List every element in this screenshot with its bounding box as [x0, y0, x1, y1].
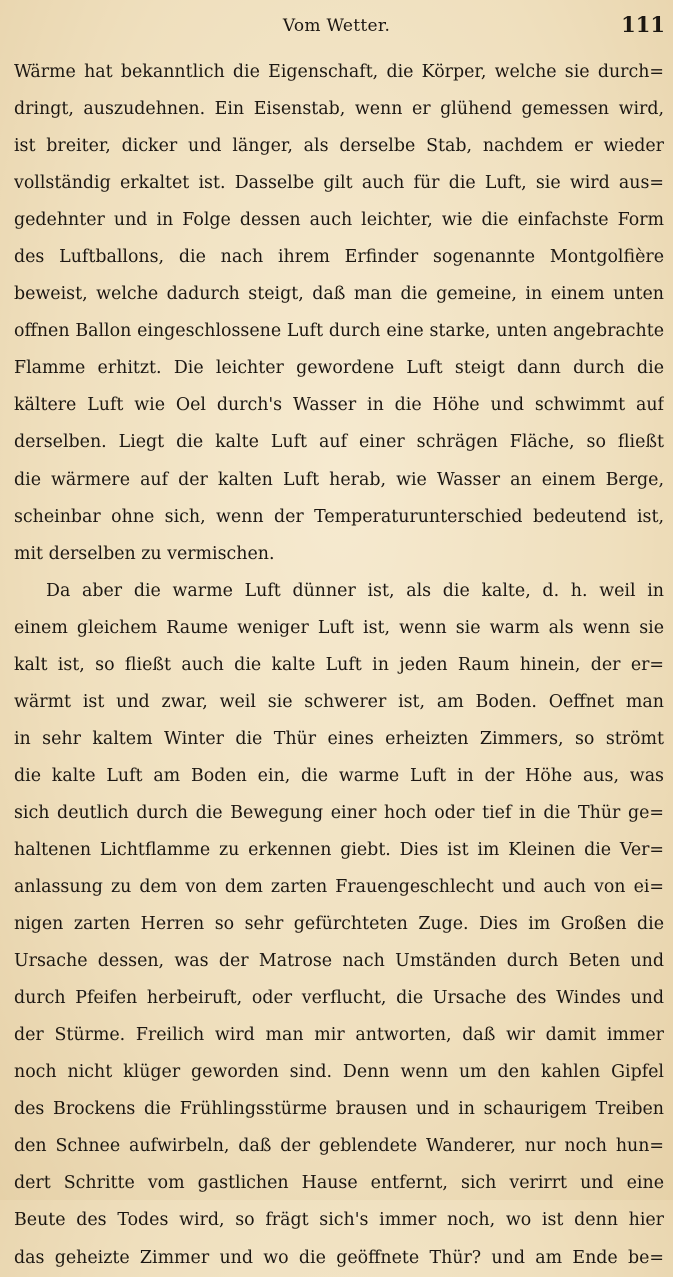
text-line: gedehnter und in Folge dessen auch leichter, wie die einfachste Form: [14, 210, 664, 231]
running-title: Vom Wetter.: [282, 16, 391, 36]
text-line: Da aber die warme Luft dünner ist, als die kalte, d. h. weil in: [46, 580, 664, 601]
text-line: wärmt ist und zwar, weil sie schwerer ist, am Boden. Oeffnet man: [14, 691, 664, 712]
text-line: durch Pfeifen herbeiruft, oder verflucht, die Ursache des Windes und: [14, 988, 664, 1009]
paragraph: [14, 54, 664, 573]
text-line: offnen Ballon eingeschlossene Luft durch eine starke, unten angebrachte: [14, 321, 664, 342]
text-line: den Schnee aufwirbeln, daß der geblendete Wanderer, nur noch hun=: [14, 1136, 664, 1157]
text-line: der Stürme. Freilich wird man mir antworten, daß wir damit immer: [14, 1025, 664, 1046]
text-line: einem gleichem Raume weniger Luft ist, wenn sie warm als wenn sie: [14, 617, 664, 638]
text-line: noch nicht klüger geworden sind. Denn wenn um den kahlen Gipfel: [14, 1062, 664, 1083]
text-line: anlassung zu dem von dem zarten Frauengeschlecht und auch von ei=: [14, 877, 664, 898]
text-line: Flamme erhitzt. Die leichter gewordene Luft steigt dann durch die: [14, 358, 664, 379]
text-line: das geheizte Zimmer und wo die geöffnete Thür? und am Ende be=: [14, 1247, 664, 1268]
page-number: 111: [621, 12, 665, 37]
text-line: nigen zarten Herren so sehr gefürchteten Zuge. Dies im Großen die: [14, 914, 664, 935]
text-line: Wärme hat bekanntlich die Eigenschaft, die Körper, welche sie durch=: [14, 62, 664, 82]
body-text: [14, 54, 664, 1277]
text-line: die wärmere auf der kalten Luft herab, wie Wasser an einem Berge,: [14, 469, 664, 490]
text-line: derselben. Liegt die kalte Luft auf einer schrägen Fläche, so fließt: [14, 432, 664, 453]
text-line: sich deutlich durch die Bewegung einer hoch oder tief in die Thür ge=: [14, 802, 664, 823]
text-line: ist breiter, dicker und länger, als derselbe Stab, nachdem er wieder: [14, 136, 664, 157]
text-line: dringt, auszudehnen. Ein Eisenstab, wenn er glühend gemessen wird,: [14, 99, 664, 120]
text-line: die kalte Luft am Boden ein, die warme Luft in der Höhe aus, was: [14, 765, 664, 786]
text-line: des Luftballons, die nach ihrem Erfinder sogenannte Montgolfière: [14, 247, 664, 268]
page-header: [0, 12, 673, 42]
text-line: beweist, welche dadurch steigt, daß man die gemeine, in einem unten: [14, 284, 664, 305]
text-line: vollständig erkaltet ist. Dasselbe gilt auch für die Luft, sie wird aus=: [14, 173, 664, 194]
text-line: des Brockens die Frühlingsstürme brausen und in schaurigem Treiben: [14, 1099, 664, 1120]
paragraph: [14, 573, 664, 1277]
text-line: mit derselben zu vermischen.: [14, 543, 275, 564]
text-line: Beute des Todes wird, so frägt sich's immer noch, wo ist denn hier: [14, 1210, 664, 1231]
text-line: kältere Luft wie Oel durch's Wasser in die Höhe und schwimmt auf: [14, 395, 664, 416]
text-line: haltenen Lichtflamme zu erkennen giebt. Dies ist im Kleinen die Ver=: [14, 839, 664, 860]
text-line: in sehr kaltem Winter die Thür eines erheizten Zimmers, so strömt: [14, 728, 664, 749]
text-line: scheinbar ohne sich, wenn der Temperaturunterschied bedeutend ist,: [14, 506, 664, 527]
text-line: dert Schritte vom gastlichen Hause entfernt, sich verirrt und eine: [14, 1173, 664, 1194]
text-line: kalt ist, so fließt auch die kalte Luft in jeden Raum hinein, der er=: [14, 654, 664, 675]
text-line: Ursache dessen, was der Matrose nach Umständen durch Beten und: [14, 951, 664, 972]
